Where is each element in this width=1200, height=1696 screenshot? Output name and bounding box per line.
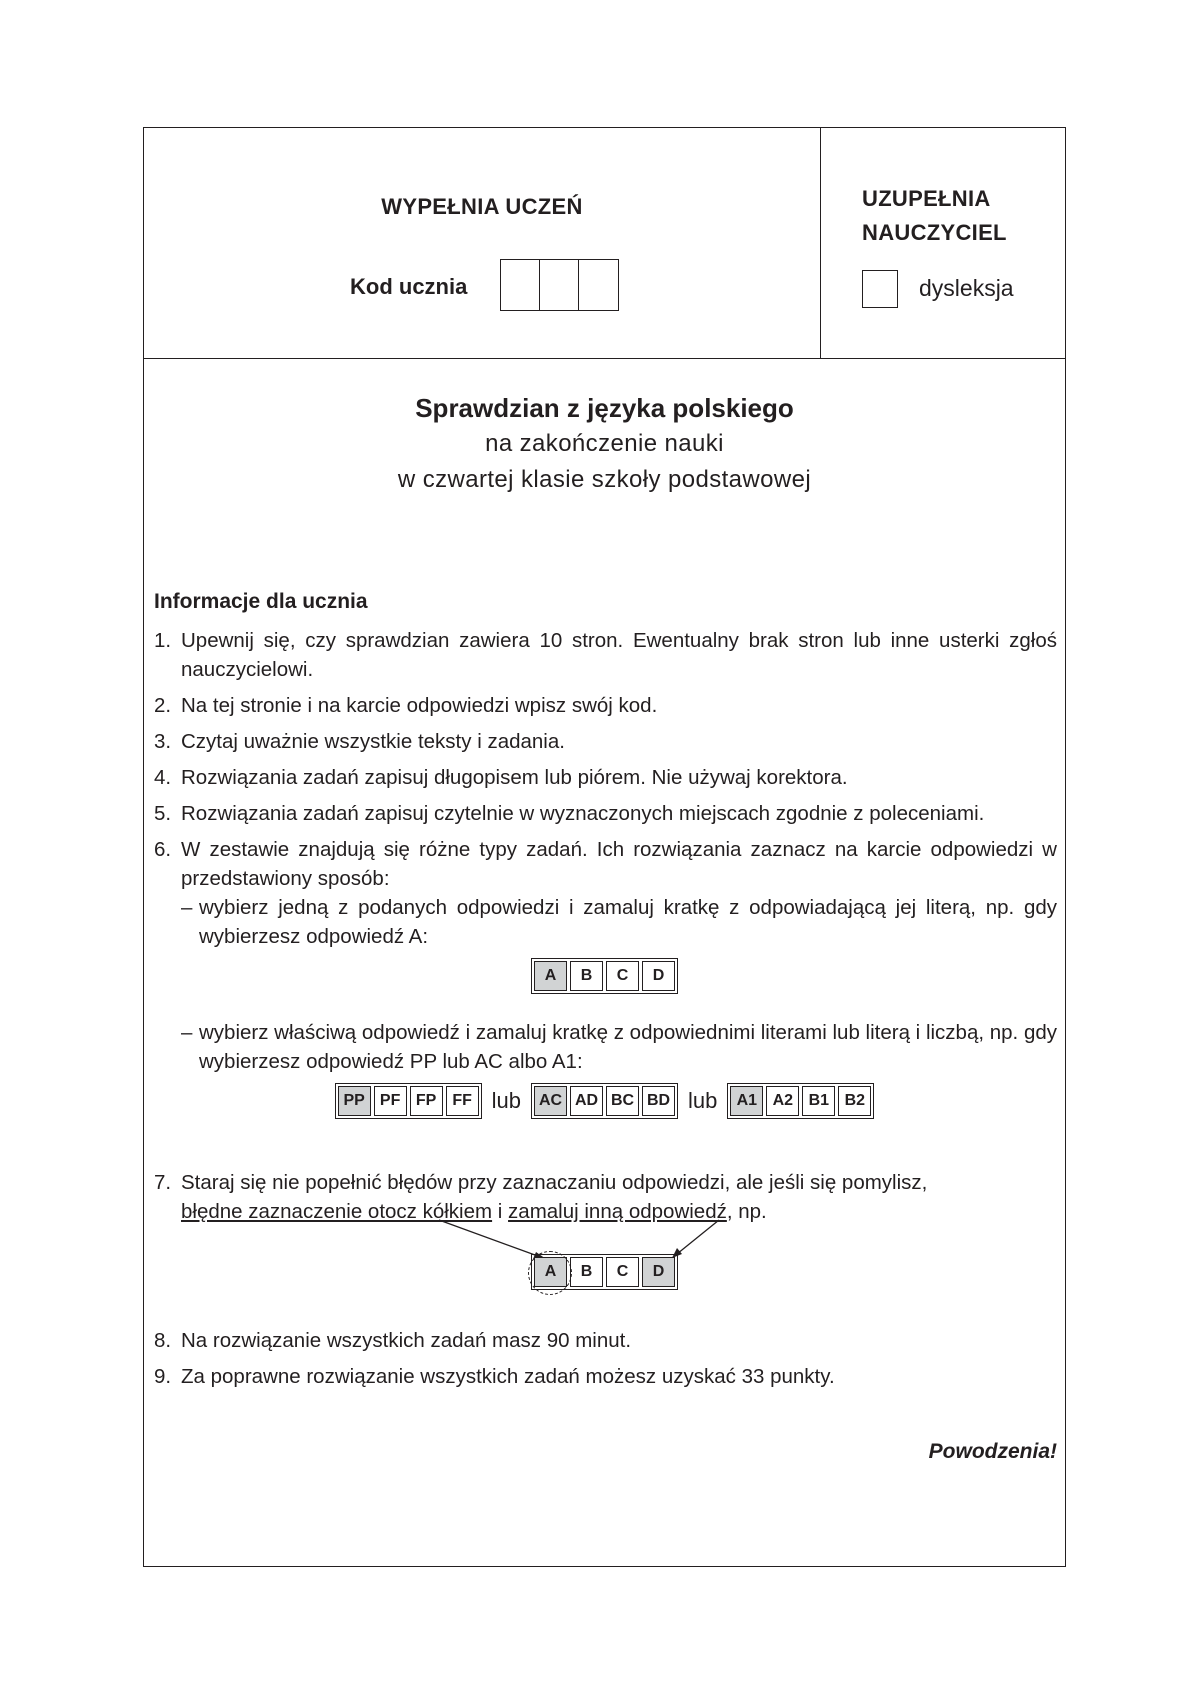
answer-box: BC — [606, 1086, 639, 1116]
answer-box: B2 — [838, 1086, 871, 1116]
answer-options — [144, 1254, 1065, 1290]
item-number: 4. — [154, 766, 172, 789]
student-code-label: Kod ucznia — [350, 274, 468, 299]
exam-title-line3: w czwartej klasie szkoły podstawowej — [397, 466, 812, 493]
item-text: Rozwiązania zadań zapisuj długopisem lub piórem. Nie używaj korektora. — [181, 766, 848, 789]
item-number: 9. — [154, 1365, 172, 1388]
item-number: 8. — [154, 1329, 172, 1352]
item-text: i — [492, 1200, 509, 1223]
instructions-list-end — [154, 1326, 1057, 1398]
answer-box: FF — [446, 1086, 479, 1116]
teacher-title-line2: NAUCZYCIEL — [862, 220, 1007, 245]
answer-box-filled: PP — [338, 1086, 371, 1116]
page-frame — [143, 127, 1066, 1567]
item-number: 5. — [154, 802, 172, 825]
item-text-underlined: zamaluj inną odpowiedź — [508, 1200, 727, 1223]
answer-box: FP — [410, 1086, 443, 1116]
answer-box-filled: A — [534, 961, 567, 991]
item-number: 6. — [154, 838, 172, 861]
exam-title-line2: na zakończenie nauki — [485, 430, 724, 457]
answer-box: C — [606, 961, 639, 991]
answer-box: BD — [642, 1086, 675, 1116]
answer-box-filled: D — [642, 1257, 675, 1287]
example-correction — [144, 1254, 1065, 1290]
exam-title-main: Sprawdzian z języka polskiego — [415, 393, 794, 423]
info-heading: Informacje dla ucznia — [154, 590, 368, 613]
item-text: Rozwiązania zadań zapisuj czytelnie w wyznaczonych miejscach zgodnie z poleceniami. — [181, 802, 985, 825]
answer-box: B1 — [802, 1086, 835, 1116]
answer-box: C — [606, 1257, 639, 1287]
item-text-underlined: błędne zaznaczenie otocz kółkiem — [181, 1200, 493, 1223]
item-number: 7. — [154, 1171, 172, 1194]
item-text: Na rozwiązanie wszystkich zadań masz 90 minut. — [181, 1329, 632, 1352]
answer-row — [531, 1254, 678, 1290]
item-text: W zestawie znajdują się różne typy zadań. Ich rozwiązania zaznacz na karcie odpowiedzi w przedstawiony sposób: — [181, 838, 1057, 890]
answer-box-circled: A — [534, 1257, 567, 1287]
item-text: Upewnij się, czy sprawdzian zawiera 10 stron. Ewentualny brak stron lub inne usterki zgłoś nauczycielowi. — [181, 629, 1057, 681]
item-text: Staraj się nie popełnić błędów przy zaznaczaniu odpowiedzi, ale jeśli się pomylisz, — [181, 1171, 928, 1194]
answer-box: PF — [374, 1086, 407, 1116]
item-number: 2. — [154, 694, 172, 717]
sub-instruction-text: wybierz jedną z podanych odpowiedzi i zamaluj kratkę z odpowiadającą jej literą, np. gdy wybierzesz odpowiedź A: — [199, 896, 1057, 948]
item-number: 1. — [154, 629, 172, 652]
dash-marker: – — [181, 896, 193, 919]
answer-box: AD — [570, 1086, 603, 1116]
item-text: Na tej stronie i na karcie odpowiedzi wpisz swój kod. — [181, 694, 658, 717]
item-text: Za poprawne rozwiązanie wszystkich zadań możesz uzyskać 33 punkty. — [181, 1365, 835, 1388]
teacher-title-line1: UZUPEŁNIA — [862, 186, 991, 211]
answer-box-filled: A1 — [730, 1086, 763, 1116]
list-item — [154, 1362, 1057, 1391]
answer-box-filled: AC — [534, 1086, 567, 1116]
item-text: , np. — [726, 1200, 767, 1223]
student-section-title: WYPEŁNIA UCZEŃ — [381, 194, 583, 219]
closing-text: Powodzenia! — [928, 1440, 1057, 1463]
lub-word: lub — [688, 1088, 718, 1113]
dyslexia-label: dysleksja — [919, 275, 1014, 301]
answer-box: D — [642, 961, 675, 991]
dash-marker: – — [181, 1021, 193, 1044]
sub-instruction-text: wybierz właściwą odpowiedź i zamaluj kratkę z odpowiednimi literami lub literą i liczbą, np. gdy wybierzesz odpowiedź PP lub AC albo A1: — [199, 1021, 1057, 1073]
item-number: 3. — [154, 730, 172, 753]
list-item — [154, 1326, 1057, 1355]
lub-word: lub — [491, 1088, 521, 1113]
item-text: Czytaj uważnie wszystkie teksty i zadania. — [181, 730, 565, 753]
answer-box: A2 — [766, 1086, 799, 1116]
answer-box: B — [570, 961, 603, 991]
answer-box: B — [570, 1257, 603, 1287]
